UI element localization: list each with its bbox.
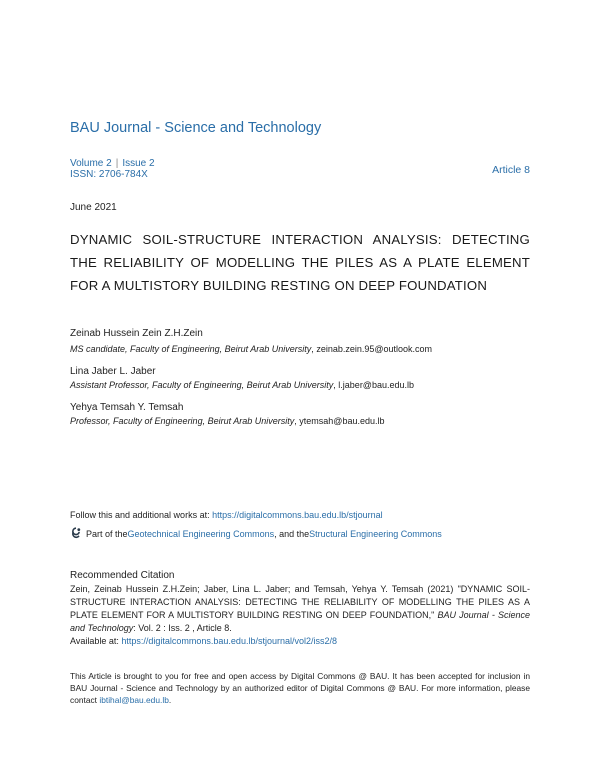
issue-link[interactable]: Issue 2 xyxy=(122,158,155,169)
journal-title[interactable]: BAU Journal - Science and Technology xyxy=(70,120,322,136)
open-access-notice xyxy=(70,670,530,706)
available-at-line xyxy=(70,636,337,646)
volume-issue-separator: | xyxy=(115,158,119,169)
author-email: l.jaber@bau.edu.lb xyxy=(338,380,414,390)
article-title: DYNAMIC SOIL-STRUCTURE INTERACTION ANALYSIS: DETECTING THE RELIABILITY OF MODELLING THE PILES AS A PLATE ELEMENT FOR A MULTISTORY BUILDING RESTING ON DEEP FOUNDATION xyxy=(70,232,530,293)
notice-text: This Article is brought to you for free and open access by Digital Commons @ BAU. It has been accepted for inclusion in BAU Journal - Science and Technology by an authorized editor of Digital Commons @ BAU. For more information, please contact xyxy=(70,671,530,705)
author-name: Zeinab Hussein Zein Z.H.Zein xyxy=(70,328,203,339)
part-of-prefix: Part of the xyxy=(86,529,128,539)
follow-text: Follow this and additional works at: xyxy=(70,510,213,520)
citation-tail: : Vol. 2 : Iss. 2 , Article 8. xyxy=(133,623,232,633)
part-of-middle: , and the xyxy=(274,529,310,539)
citation-main: Zein, Zeinab Hussein Z.H.Zein; Jaber, Lina L. Jaber; and Temsah, Yehya Y. Temsah (2021) "DYNAMIC SOIL-STRUCTURE INTERACTION ANALYSIS: DETECTING THE RELIABILITY OF MODELLING THE PILES AS A PLATE ELEMENT FOR A MULTISTORY BUILDING RESTING ON DEEP FOUNDATION," xyxy=(70,584,530,620)
volume-link[interactable]: Volume 2 xyxy=(70,158,112,169)
author-name: Lina Jaber L. Jaber xyxy=(70,366,156,377)
open-access-lock-icon xyxy=(70,527,86,541)
contact-email-link[interactable]: ibtihal@bau.edu.lb xyxy=(99,695,169,705)
follow-line xyxy=(70,510,383,520)
geotechnical-commons-link[interactable]: Geotechnical Engineering Commons xyxy=(127,529,275,539)
author-email: ytemsah@bau.edu.lb xyxy=(299,416,385,426)
available-at-link[interactable]: https://digitalcommons.bau.edu.lb/stjournal/vol2/iss2/8 xyxy=(121,636,337,646)
notice-end: . xyxy=(168,695,172,705)
article-number[interactable]: Article 8 xyxy=(492,164,530,176)
citation-text xyxy=(70,583,530,635)
affiliation-text: Assistant Professor, Faculty of Engineering, Beirut Arab University xyxy=(70,380,334,390)
citation-journal: BAU Journal - Science and Technology xyxy=(70,610,530,633)
part-of-line xyxy=(70,527,442,541)
issn: ISSN: 2706-784X xyxy=(70,169,148,180)
author-affiliation: MS candidate, Faculty of Engineering, Beirut Arab University, zeinab.zein.95@outlook.com xyxy=(70,344,433,354)
available-text: Available at: xyxy=(70,636,122,646)
structural-commons-link[interactable]: Structural Engineering Commons xyxy=(309,529,442,539)
recommended-citation-heading: Recommended Citation xyxy=(70,570,175,581)
author-affiliation: Assistant Professor, Faculty of Engineering, Beirut Arab University, l.jaber@bau.edu.lb xyxy=(70,380,414,390)
affiliation-text: Professor, Faculty of Engineering, Beirut Arab University xyxy=(70,416,295,426)
volume-issue-line xyxy=(70,158,155,169)
author-affiliation: Professor, Faculty of Engineering, Beirut Arab University, ytemsah@bau.edu.lb xyxy=(70,416,385,426)
follow-link[interactable]: https://digitalcommons.bau.edu.lb/stjournal xyxy=(212,510,383,520)
affiliation-text: MS candidate, Faculty of Engineering, Beirut Arab University xyxy=(70,344,312,354)
publication-date: June 2021 xyxy=(70,202,117,213)
author-name: Yehya Temsah Y. Temsah xyxy=(70,402,184,413)
author-email: zeinab.zein.95@outlook.com xyxy=(316,344,433,354)
